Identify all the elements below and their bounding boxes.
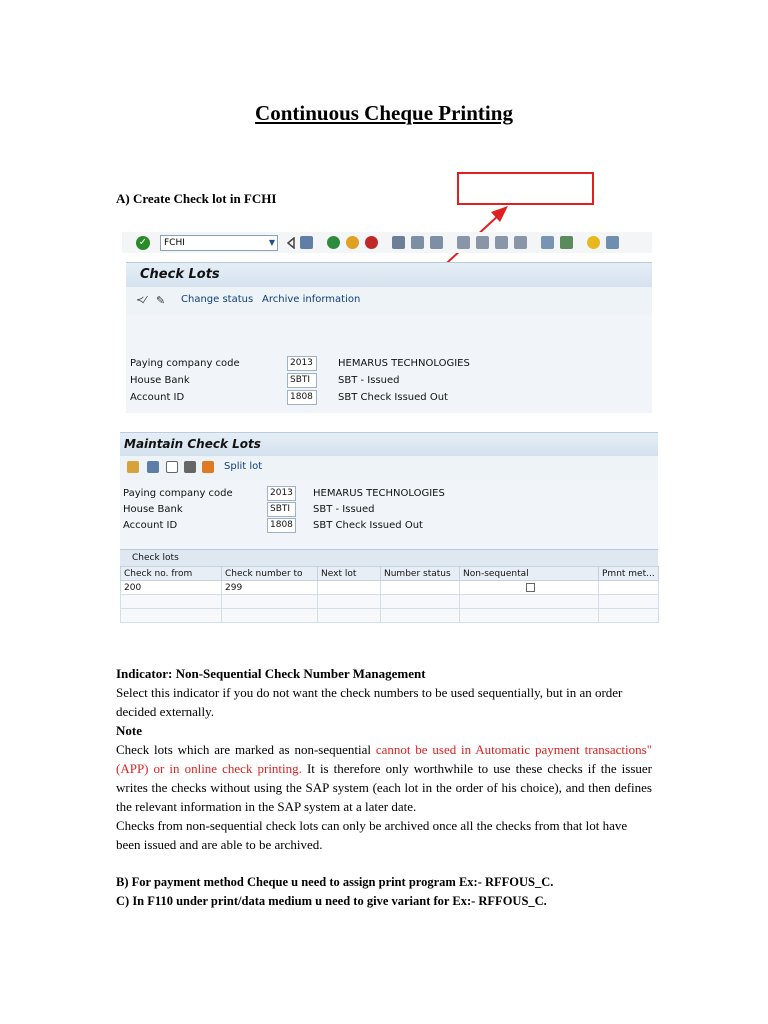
field-description: HEMARUS TECHNOLOGIES (313, 488, 445, 499)
section-c-text: C) In F110 under print/data medium u need to give variant for Ex:- RFFOUS_C. (116, 894, 547, 908)
paying-company-row (123, 488, 653, 502)
previous-page-icon[interactable] (476, 236, 489, 249)
column-header[interactable]: Next lot (318, 567, 381, 581)
maintain-title: Maintain Check Lots (124, 437, 261, 451)
pencil-icon[interactable]: ✎ (156, 294, 166, 307)
section-a-heading: A) Create Check lot in FCHI (116, 191, 277, 206)
new-session-icon[interactable] (541, 236, 554, 249)
column-header[interactable]: Check no. from (121, 567, 222, 581)
account-id-row (123, 520, 653, 534)
field-label: House Bank (123, 504, 183, 515)
check-lots-title-bar (126, 262, 652, 287)
field-description: HEMARUS TECHNOLOGIES (338, 358, 470, 369)
create-icon[interactable] (166, 461, 178, 473)
maintain-app-toolbar (120, 456, 658, 480)
field-label: Paying company code (123, 488, 233, 499)
find-icon[interactable] (411, 236, 424, 249)
column-header[interactable]: Pmnt met... (599, 567, 659, 581)
table-row (121, 609, 659, 623)
indicator-text: Select this indicator if you do not want the check numbers to be used sequentially, but in an order decided externally. (116, 685, 623, 719)
table-row (121, 581, 659, 595)
indicator-heading: Indicator: Non-Sequential Check Number Management (116, 666, 426, 681)
note-text: Check lots which are marked as non-sequential (116, 742, 376, 757)
field-label: Account ID (130, 392, 185, 403)
account-id-row (130, 392, 650, 406)
exit-icon[interactable] (346, 236, 359, 249)
cancel-icon[interactable] (365, 236, 378, 249)
chevron-down-icon[interactable]: ▼ (268, 237, 275, 247)
check-lots-table-caption: Check lots (120, 549, 658, 566)
edit-icon[interactable] (127, 461, 139, 473)
column-header[interactable]: Check number to (222, 567, 318, 581)
house-bank-row (130, 375, 650, 389)
check-from-cell[interactable]: 200 (121, 581, 222, 595)
column-header[interactable]: Number status (381, 567, 460, 581)
last-page-icon[interactable] (514, 236, 527, 249)
command-field[interactable] (160, 235, 278, 251)
table-header-row (121, 567, 659, 581)
check-lots-table (120, 566, 659, 623)
layout-menu-icon[interactable] (606, 236, 619, 249)
enter-icon[interactable]: ✓ (136, 236, 150, 250)
highlight-box (457, 172, 594, 205)
non-sequential-cell (460, 581, 599, 595)
split-lot-button[interactable]: Split lot (224, 461, 263, 472)
note-warning-text: cannot be used in Automatic payment transactions" (APP) or in online check printing. (116, 742, 652, 776)
help-icon[interactable] (587, 236, 600, 249)
number-status-cell[interactable] (381, 581, 460, 595)
table-row (121, 595, 659, 609)
back-icon[interactable] (327, 236, 340, 249)
print-icon[interactable] (392, 236, 405, 249)
payment-method-cell[interactable] (599, 581, 659, 595)
field-description: SBT Check Issued Out (313, 520, 423, 531)
next-page-icon[interactable] (495, 236, 508, 249)
company-code-input[interactable]: 2013 (287, 356, 317, 371)
split-icon[interactable] (202, 461, 214, 473)
house-bank-input[interactable]: SBTI (287, 373, 317, 388)
back-arrow-icon[interactable] (286, 237, 296, 249)
field-label: Paying company code (130, 358, 240, 369)
note-heading: Note (116, 723, 142, 738)
field-label: Account ID (123, 520, 178, 531)
account-id-input[interactable]: 1808 (287, 390, 317, 405)
command-field-value: FCHI (164, 237, 185, 248)
paying-company-row (130, 358, 650, 372)
account-id-input[interactable]: 1808 (267, 518, 296, 533)
check-to-cell[interactable]: 299 (222, 581, 318, 595)
field-description: SBT Check Issued Out (338, 392, 448, 403)
field-description: SBT - Issued (338, 375, 400, 386)
first-page-icon[interactable] (457, 236, 470, 249)
house-bank-row (123, 504, 653, 518)
next-lot-cell[interactable] (318, 581, 381, 595)
archive-text: Checks from non-sequential check lots can only be archived once all the checks from that lot have been issued and are able to be archived. (116, 818, 628, 852)
delete-icon[interactable] (184, 461, 196, 473)
archive-information-button[interactable]: Archive information (262, 294, 361, 305)
check-lots-title: Check Lots (140, 267, 220, 282)
sap-standard-toolbar (122, 232, 652, 253)
section-b-text: B) For payment method Cheque u need to assign print program Ex:- RFFOUS_C. (116, 875, 554, 889)
non-sequential-checkbox[interactable] (526, 583, 535, 592)
note-paragraph (116, 740, 652, 816)
field-description: SBT - Issued (313, 504, 375, 515)
display-change-icon[interactable]: ≺⁄ (136, 295, 147, 306)
maintain-title-bar (120, 432, 658, 456)
company-code-input[interactable]: 2013 (267, 486, 296, 501)
save-icon[interactable] (300, 236, 313, 249)
column-header[interactable]: Non-sequental (460, 567, 599, 581)
house-bank-input[interactable]: SBTI (267, 502, 296, 517)
note-text-continued: It is therefore only worthwhile to use these checks if the issuer writes the checks without using the SAP system (each lot in the order of his choice), and then defines the relevant information in the SAP system at a later date. (116, 761, 652, 814)
display-icon[interactable] (147, 461, 159, 473)
shortcut-icon[interactable] (560, 236, 573, 249)
change-status-button[interactable]: Change status (181, 294, 254, 305)
field-label: House Bank (130, 375, 190, 386)
document-title: Continuous Cheque Printing (255, 101, 513, 125)
check-lots-app-toolbar (126, 287, 652, 315)
find-next-icon[interactable] (430, 236, 443, 249)
